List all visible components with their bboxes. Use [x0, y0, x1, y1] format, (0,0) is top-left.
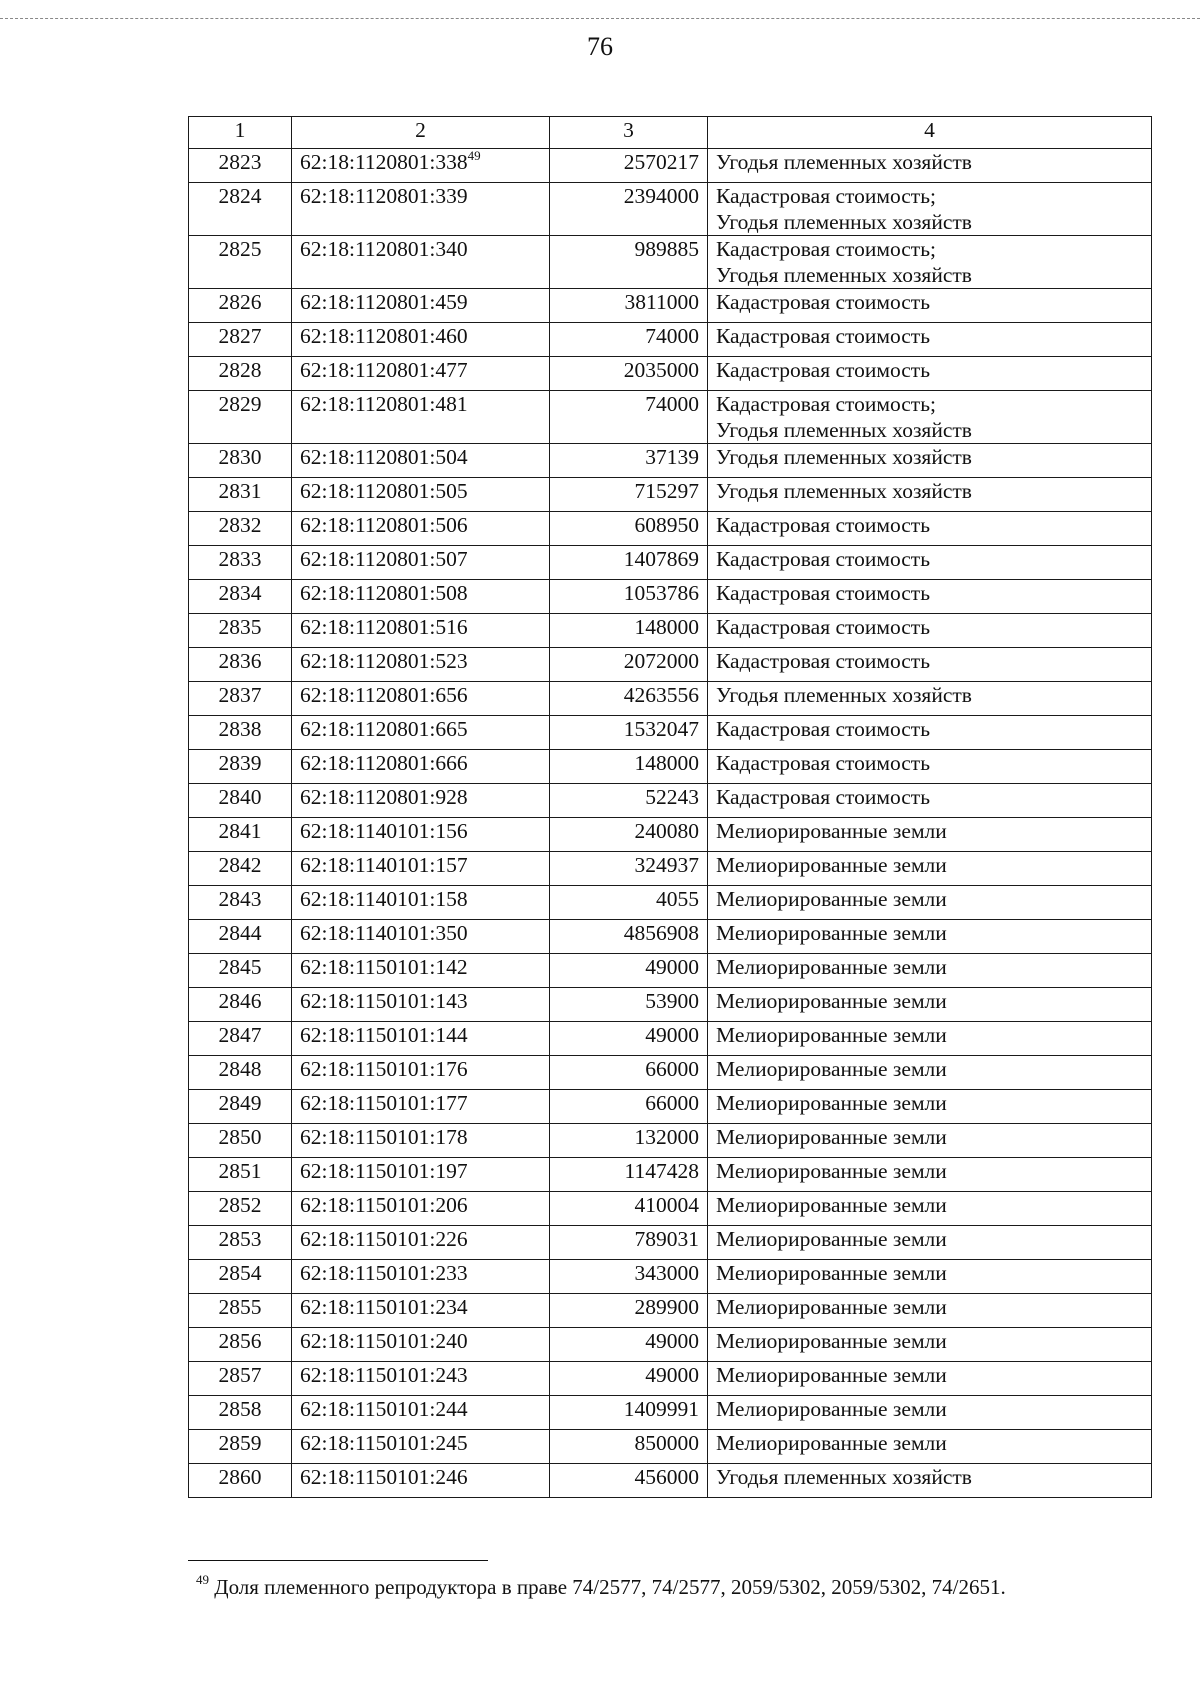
cadastral-number-cell — [292, 1056, 550, 1090]
category-cell — [708, 750, 1152, 784]
cadastral-number-cell — [292, 818, 550, 852]
row-number-cell: 2835 — [189, 614, 292, 648]
table-row — [189, 1362, 1152, 1396]
table-row — [189, 1124, 1152, 1158]
category-cell — [708, 852, 1152, 886]
value-cell: 1053786 — [550, 580, 708, 614]
category-cell — [708, 1430, 1152, 1464]
cadastral-number: 62:18:1150101:178 — [300, 1125, 468, 1149]
cadastral-number: 62:18:1120801:340 — [300, 237, 468, 261]
table-row — [189, 648, 1152, 682]
value-cell: 49000 — [550, 1362, 708, 1396]
row-number-cell: 2826 — [189, 289, 292, 323]
category-line: Кадастровая стоимость — [716, 290, 931, 314]
value-cell: 989885 — [550, 236, 708, 289]
value-cell: 66000 — [550, 1090, 708, 1124]
row-number-cell: 2859 — [189, 1430, 292, 1464]
category-line: Мелиорированные земли — [716, 1057, 947, 1081]
cadastral-number: 62:18:1150101:176 — [300, 1057, 468, 1081]
cadastral-number-cell — [292, 750, 550, 784]
category-line: Кадастровая стоимость — [716, 324, 931, 348]
cadastral-number: 62:18:1120801:508 — [300, 581, 468, 605]
table-row — [189, 357, 1152, 391]
row-number-cell: 2858 — [189, 1396, 292, 1430]
cadastral-number: 62:18:1150101:246 — [300, 1465, 468, 1489]
cadastral-number-cell — [292, 1260, 550, 1294]
category-cell — [708, 149, 1152, 183]
row-number-cell: 2847 — [189, 1022, 292, 1056]
cadastral-number: 62:18:1140101:156 — [300, 819, 468, 843]
cadastral-number-cell — [292, 512, 550, 546]
row-number-cell: 2860 — [189, 1464, 292, 1498]
table-row — [189, 391, 1152, 444]
category-cell — [708, 1362, 1152, 1396]
table-row — [189, 580, 1152, 614]
table-row — [189, 954, 1152, 988]
table-row — [189, 784, 1152, 818]
table-row — [189, 1056, 1152, 1090]
category-cell — [708, 1328, 1152, 1362]
value-cell: 53900 — [550, 988, 708, 1022]
category-cell — [708, 1022, 1152, 1056]
value-cell: 2570217 — [550, 149, 708, 183]
row-number-cell: 2849 — [189, 1090, 292, 1124]
value-cell: 1147428 — [550, 1158, 708, 1192]
value-cell: 715297 — [550, 478, 708, 512]
table-row — [189, 183, 1152, 236]
cadastral-number: 62:18:1150101:243 — [300, 1363, 468, 1387]
category-line: Мелиорированные земли — [716, 1091, 947, 1115]
cadastral-number-cell — [292, 580, 550, 614]
row-number-cell: 2823 — [189, 149, 292, 183]
cadastral-number-cell — [292, 988, 550, 1022]
category-cell — [708, 1056, 1152, 1090]
category-line: Мелиорированные земли — [716, 1397, 947, 1421]
column-header-2: 2 — [292, 117, 550, 149]
page-number: 76 — [587, 32, 613, 61]
row-number-cell: 2841 — [189, 818, 292, 852]
column-header-1: 1 — [189, 117, 292, 149]
row-number-cell: 2837 — [189, 682, 292, 716]
row-number-cell: 2853 — [189, 1226, 292, 1260]
value-cell: 240080 — [550, 818, 708, 852]
category-cell — [708, 1192, 1152, 1226]
footnote — [196, 1572, 1006, 1600]
category-line: Мелиорированные земли — [716, 1023, 947, 1047]
cadastral-number: 62:18:1150101:144 — [300, 1023, 468, 1047]
row-number-cell: 2852 — [189, 1192, 292, 1226]
value-cell: 49000 — [550, 1022, 708, 1056]
cadastral-number: 62:18:1120801:523 — [300, 649, 468, 673]
value-cell: 343000 — [550, 1260, 708, 1294]
cadastral-number-cell — [292, 1362, 550, 1396]
category-cell — [708, 1158, 1152, 1192]
cadastral-number: 62:18:1120801:459 — [300, 290, 468, 314]
value-cell: 148000 — [550, 614, 708, 648]
scan-top-rule — [0, 18, 1200, 19]
row-number-cell: 2851 — [189, 1158, 292, 1192]
cadastral-number-cell — [292, 1328, 550, 1362]
table-row — [189, 1464, 1152, 1498]
cadastral-number: 62:18:1150101:234 — [300, 1295, 468, 1319]
category-cell — [708, 183, 1152, 236]
category-cell — [708, 1294, 1152, 1328]
table-header-row — [189, 117, 1152, 149]
footnote-mark: 49 — [196, 1572, 209, 1587]
row-number-cell: 2856 — [189, 1328, 292, 1362]
row-number-cell: 2857 — [189, 1362, 292, 1396]
category-line: Кадастровая стоимость — [716, 547, 931, 571]
category-line: Угодья племенных хозяйств — [716, 418, 972, 442]
cadastral-number-cell — [292, 1396, 550, 1430]
cadastral-number-cell — [292, 852, 550, 886]
category-line: Угодья племенных хозяйств — [716, 479, 972, 503]
category-cell — [708, 1260, 1152, 1294]
category-cell — [708, 391, 1152, 444]
category-line: Мелиорированные земли — [716, 921, 947, 945]
row-number-cell: 2850 — [189, 1124, 292, 1158]
value-cell: 132000 — [550, 1124, 708, 1158]
cadastral-number: 62:18:1120801:504 — [300, 445, 468, 469]
value-cell: 1409991 — [550, 1396, 708, 1430]
cadastral-number-cell — [292, 1464, 550, 1498]
category-cell — [708, 614, 1152, 648]
cadastral-number-cell — [292, 920, 550, 954]
category-line: Мелиорированные земли — [716, 853, 947, 877]
table-row — [189, 988, 1152, 1022]
cadastral-number: 62:18:1140101:158 — [300, 887, 468, 911]
cadastral-number-cell — [292, 682, 550, 716]
row-number-cell: 2827 — [189, 323, 292, 357]
cadastral-number-cell — [292, 1294, 550, 1328]
row-number-cell: 2830 — [189, 444, 292, 478]
value-cell: 608950 — [550, 512, 708, 546]
table-row — [189, 1430, 1152, 1464]
cadastral-number-cell — [292, 648, 550, 682]
column-header-3: 3 — [550, 117, 708, 149]
category-line: Мелиорированные земли — [716, 1329, 947, 1353]
cadastral-number: 62:18:1120801:506 — [300, 513, 468, 537]
table-row — [189, 818, 1152, 852]
category-line: Кадастровая стоимость; — [716, 184, 936, 208]
row-number-cell: 2833 — [189, 546, 292, 580]
cadastral-number-cell — [292, 289, 550, 323]
value-cell: 1407869 — [550, 546, 708, 580]
table-row — [189, 323, 1152, 357]
category-line: Мелиорированные земли — [716, 819, 947, 843]
category-line: Угодья племенных хозяйств — [716, 210, 972, 234]
value-cell: 37139 — [550, 444, 708, 478]
cadastral-number: 62:18:1120801:666 — [300, 751, 468, 775]
table-row — [189, 512, 1152, 546]
cadastral-number-cell — [292, 478, 550, 512]
cadastral-number: 62:18:1120801:339 — [300, 184, 468, 208]
category-line: Мелиорированные земли — [716, 1227, 947, 1251]
table-row — [189, 614, 1152, 648]
category-line: Угодья племенных хозяйств — [716, 150, 972, 174]
category-cell — [708, 580, 1152, 614]
cadastral-number-cell — [292, 954, 550, 988]
category-line: Мелиорированные земли — [716, 887, 947, 911]
cadastral-number: 62:18:1120801:505 — [300, 479, 468, 503]
cadastral-number: 62:18:1120801:656 — [300, 683, 468, 707]
row-number-cell: 2825 — [189, 236, 292, 289]
category-cell — [708, 1226, 1152, 1260]
category-line: Мелиорированные земли — [716, 1363, 947, 1387]
table-row — [189, 1022, 1152, 1056]
value-cell: 4055 — [550, 886, 708, 920]
category-line: Мелиорированные земли — [716, 989, 947, 1013]
row-number-cell: 2832 — [189, 512, 292, 546]
cadastral-number: 62:18:1120801:481 — [300, 392, 468, 416]
cadastral-number: 62:18:1150101:197 — [300, 1159, 468, 1183]
row-number-cell: 2839 — [189, 750, 292, 784]
category-line: Мелиорированные земли — [716, 1193, 947, 1217]
category-cell — [708, 1396, 1152, 1430]
cadastral-number-cell — [292, 1090, 550, 1124]
row-number-cell: 2843 — [189, 886, 292, 920]
table-row — [189, 886, 1152, 920]
cadastral-number: 62:18:1120801:507 — [300, 547, 468, 571]
cadastral-number: 62:18:1150101:245 — [300, 1431, 468, 1455]
cadastral-number-cell — [292, 183, 550, 236]
table-row — [189, 1192, 1152, 1226]
cadastral-number-cell — [292, 1124, 550, 1158]
row-number-cell: 2828 — [189, 357, 292, 391]
row-number-cell: 2831 — [189, 478, 292, 512]
category-cell — [708, 444, 1152, 478]
category-cell — [708, 682, 1152, 716]
value-cell: 289900 — [550, 1294, 708, 1328]
table-row — [189, 289, 1152, 323]
value-cell: 324937 — [550, 852, 708, 886]
row-number-cell: 2838 — [189, 716, 292, 750]
category-cell — [708, 988, 1152, 1022]
cadastral-number: 62:18:1120801:338 — [300, 150, 468, 174]
table-row — [189, 149, 1152, 183]
cadastral-number: 62:18:1120801:477 — [300, 358, 468, 382]
cadastral-number-cell — [292, 1158, 550, 1192]
category-cell — [708, 478, 1152, 512]
category-cell — [708, 546, 1152, 580]
category-cell — [708, 512, 1152, 546]
row-number-cell: 2844 — [189, 920, 292, 954]
cadastral-number-cell — [292, 236, 550, 289]
cadastral-number: 62:18:1150101:142 — [300, 955, 468, 979]
category-cell — [708, 323, 1152, 357]
category-line: Кадастровая стоимость — [716, 649, 931, 673]
value-cell: 850000 — [550, 1430, 708, 1464]
cadastral-number-cell — [292, 546, 550, 580]
table-row — [189, 1294, 1152, 1328]
value-cell: 2035000 — [550, 357, 708, 391]
category-line: Угодья племенных хозяйств — [716, 445, 972, 469]
footnote-separator — [188, 1560, 488, 1561]
table-row — [189, 546, 1152, 580]
row-number-cell: 2829 — [189, 391, 292, 444]
value-cell: 74000 — [550, 323, 708, 357]
value-cell: 148000 — [550, 750, 708, 784]
category-cell — [708, 289, 1152, 323]
cadastral-number: 62:18:1140101:350 — [300, 921, 468, 945]
row-number-cell: 2834 — [189, 580, 292, 614]
table-row — [189, 1328, 1152, 1362]
cadastral-number-cell — [292, 716, 550, 750]
cadastral-number-cell — [292, 886, 550, 920]
category-line: Кадастровая стоимость — [716, 717, 931, 741]
value-cell: 789031 — [550, 1226, 708, 1260]
row-number-cell: 2840 — [189, 784, 292, 818]
row-number-cell: 2854 — [189, 1260, 292, 1294]
cadastral-number-cell — [292, 784, 550, 818]
table-row — [189, 1158, 1152, 1192]
cadastral-number-cell — [292, 149, 550, 183]
cadastral-number-cell — [292, 444, 550, 478]
category-line: Мелиорированные земли — [716, 1295, 947, 1319]
cadastral-number: 62:18:1150101:244 — [300, 1397, 468, 1421]
category-line: Кадастровая стоимость — [716, 513, 931, 537]
category-cell — [708, 886, 1152, 920]
cadastral-number: 62:18:1150101:143 — [300, 989, 468, 1013]
row-number-cell: 2845 — [189, 954, 292, 988]
column-header-4: 4 — [708, 117, 1152, 149]
category-line: Кадастровая стоимость — [716, 358, 931, 382]
cadastral-number: 62:18:1140101:157 — [300, 853, 468, 877]
category-line: Мелиорированные земли — [716, 1431, 947, 1455]
table-row — [189, 444, 1152, 478]
table-row — [189, 682, 1152, 716]
value-cell: 4856908 — [550, 920, 708, 954]
value-cell: 52243 — [550, 784, 708, 818]
category-line: Мелиорированные земли — [716, 1159, 947, 1183]
value-cell: 2072000 — [550, 648, 708, 682]
table-row — [189, 852, 1152, 886]
category-cell — [708, 1124, 1152, 1158]
category-cell — [708, 1090, 1152, 1124]
row-number-cell: 2846 — [189, 988, 292, 1022]
category-cell — [708, 920, 1152, 954]
value-cell: 410004 — [550, 1192, 708, 1226]
cadastral-number: 62:18:1150101:226 — [300, 1227, 468, 1251]
table-row — [189, 1260, 1152, 1294]
cadastral-number: 62:18:1150101:206 — [300, 1193, 468, 1217]
table-row — [189, 1226, 1152, 1260]
cadastral-number: 62:18:1120801:516 — [300, 615, 468, 639]
value-cell: 49000 — [550, 954, 708, 988]
cadastral-number: 62:18:1150101:240 — [300, 1329, 468, 1353]
cadastral-number: 62:18:1120801:928 — [300, 785, 468, 809]
value-cell: 74000 — [550, 391, 708, 444]
category-line: Мелиорированные земли — [716, 1125, 947, 1149]
category-cell — [708, 236, 1152, 289]
cadastral-number: 62:18:1120801:665 — [300, 717, 468, 741]
category-cell — [708, 784, 1152, 818]
cadastral-number-cell — [292, 614, 550, 648]
category-line: Угодья племенных хозяйств — [716, 263, 972, 287]
table-row — [189, 1090, 1152, 1124]
value-cell: 2394000 — [550, 183, 708, 236]
category-cell — [708, 954, 1152, 988]
table-row — [189, 478, 1152, 512]
cadastral-number-cell — [292, 323, 550, 357]
cadastral-number-cell — [292, 357, 550, 391]
row-number-cell: 2855 — [189, 1294, 292, 1328]
category-line: Угодья племенных хозяйств — [716, 1465, 972, 1489]
cadastral-number: 62:18:1150101:177 — [300, 1091, 468, 1115]
category-line: Мелиорированные земли — [716, 955, 947, 979]
category-line: Мелиорированные земли — [716, 1261, 947, 1285]
cadastral-number-cell — [292, 391, 550, 444]
category-line: Кадастровая стоимость — [716, 785, 931, 809]
category-line: Кадастровая стоимость — [716, 751, 931, 775]
cadastral-number-cell — [292, 1226, 550, 1260]
category-line: Кадастровая стоимость — [716, 581, 931, 605]
value-cell: 1532047 — [550, 716, 708, 750]
category-line: Кадастровая стоимость; — [716, 237, 936, 261]
category-cell — [708, 357, 1152, 391]
cadastral-number-cell — [292, 1022, 550, 1056]
category-cell — [708, 1464, 1152, 1498]
row-number-cell: 2824 — [189, 183, 292, 236]
row-number-cell: 2848 — [189, 1056, 292, 1090]
category-line: Угодья племенных хозяйств — [716, 683, 972, 707]
cadastral-number-cell — [292, 1192, 550, 1226]
cadastral-number: 62:18:1150101:233 — [300, 1261, 468, 1285]
category-line: Кадастровая стоимость; — [716, 392, 936, 416]
category-cell — [708, 648, 1152, 682]
category-cell — [708, 818, 1152, 852]
table-row — [189, 236, 1152, 289]
cadastral-number: 62:18:1120801:460 — [300, 324, 468, 348]
table-row — [189, 1396, 1152, 1430]
land-plots-table — [188, 116, 1152, 1498]
value-cell: 49000 — [550, 1328, 708, 1362]
category-cell — [708, 716, 1152, 750]
value-cell: 3811000 — [550, 289, 708, 323]
value-cell: 4263556 — [550, 682, 708, 716]
table-row — [189, 716, 1152, 750]
cadastral-number-cell — [292, 1430, 550, 1464]
footnote-reference: 49 — [467, 148, 481, 163]
row-number-cell: 2836 — [189, 648, 292, 682]
category-line: Кадастровая стоимость — [716, 615, 931, 639]
table-row — [189, 920, 1152, 954]
row-number-cell: 2842 — [189, 852, 292, 886]
value-cell: 66000 — [550, 1056, 708, 1090]
footnote-text: Доля племенного репродуктора в праве 74/2577, 74/2577, 2059/5302, 2059/5302, 74/2651. — [214, 1575, 1006, 1599]
table-row — [189, 750, 1152, 784]
value-cell: 456000 — [550, 1464, 708, 1498]
